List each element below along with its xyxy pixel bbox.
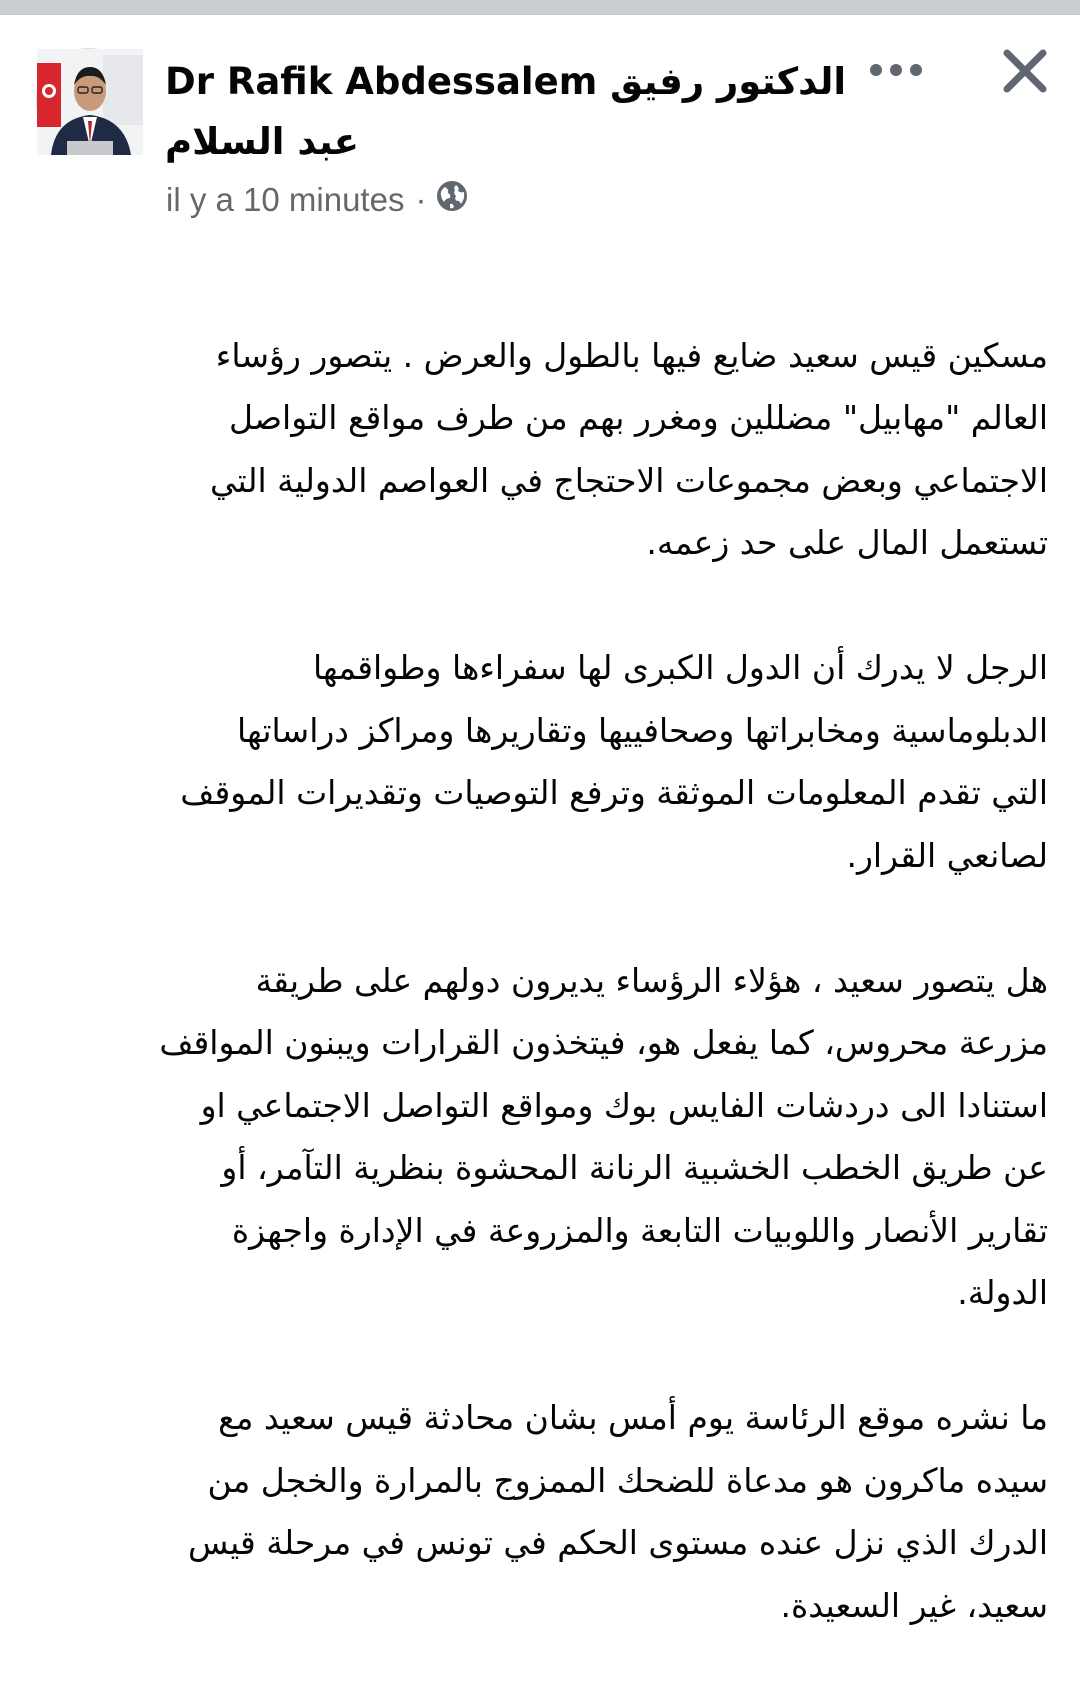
post-body — [34, 262, 1048, 1700]
more-dots-icon — [862, 46, 930, 94]
meta-separator: · — [415, 181, 427, 218]
close-icon — [994, 40, 1056, 102]
author-avatar[interactable] — [36, 48, 142, 154]
more-options-button[interactable] — [862, 46, 930, 94]
avatar-photo — [37, 49, 143, 155]
globe-icon[interactable] — [436, 180, 468, 220]
author-name[interactable]: Dr Rafik Abdessalem الدكتور رفيق عبد السلام — [165, 60, 847, 163]
post-paragraph-2: الرجل لا يدرك أن الدول الكبرى لها سفراءها وطواقمها الدبلوماسية ومخابراتها وصحافييها وتقاريرها ومراكز دراساتها التي تقدم المعلومات الموثقة وترفع التوصيات وتقديرات الموقف لصانعي القرار. — [180, 648, 1048, 875]
close-button[interactable] — [994, 40, 1056, 102]
post-paragraph-4: ما نشره موقع الرئاسة يوم أمس بشان محادثة قيس سعيد مع سيده ماكرون هو مدعاة للضحك الممزوج بالمرارة والخجل من الدرك الذي نزل عنده مستوى الحكم في تونس في مرحلة قيس سعيد، غير السعيدة. — [188, 1398, 1048, 1625]
post-paragraph-3: هل يتصور سعيد ، هؤلاء الرؤساء يديرون دولهم على طريقة مزرعة محروس، كما يفعل هو، فيتخذون القرارات ويبنون المواقف استنادا الى دردشات الفايس بوك ومواقع التواصل الاجتماعي او عن طريق الخطب الخشبية الرنانة المحشوة بنظرية التآمر، أو تقارير الأنصار واللوبيات التابعة والمزروعة في الإدارة واجهزة الدولة. — [159, 960, 1048, 1312]
post-paragraph-1: مسكين قيس سعيد ضايع فيها بالطول والعرض . يتصور رؤساء العالم "مهابيل" مضللين ومغرر بهم من طرف مواقع التواصل الاجتماعي وبعض مجموعات الاحتجاج في العواصم الدولية التي تستعمل المال على حد زعمه. — [210, 335, 1048, 562]
post-meta — [166, 176, 468, 224]
top-divider-strip — [0, 0, 1080, 15]
post-timestamp[interactable]: il y a 10 minutes — [166, 181, 405, 218]
